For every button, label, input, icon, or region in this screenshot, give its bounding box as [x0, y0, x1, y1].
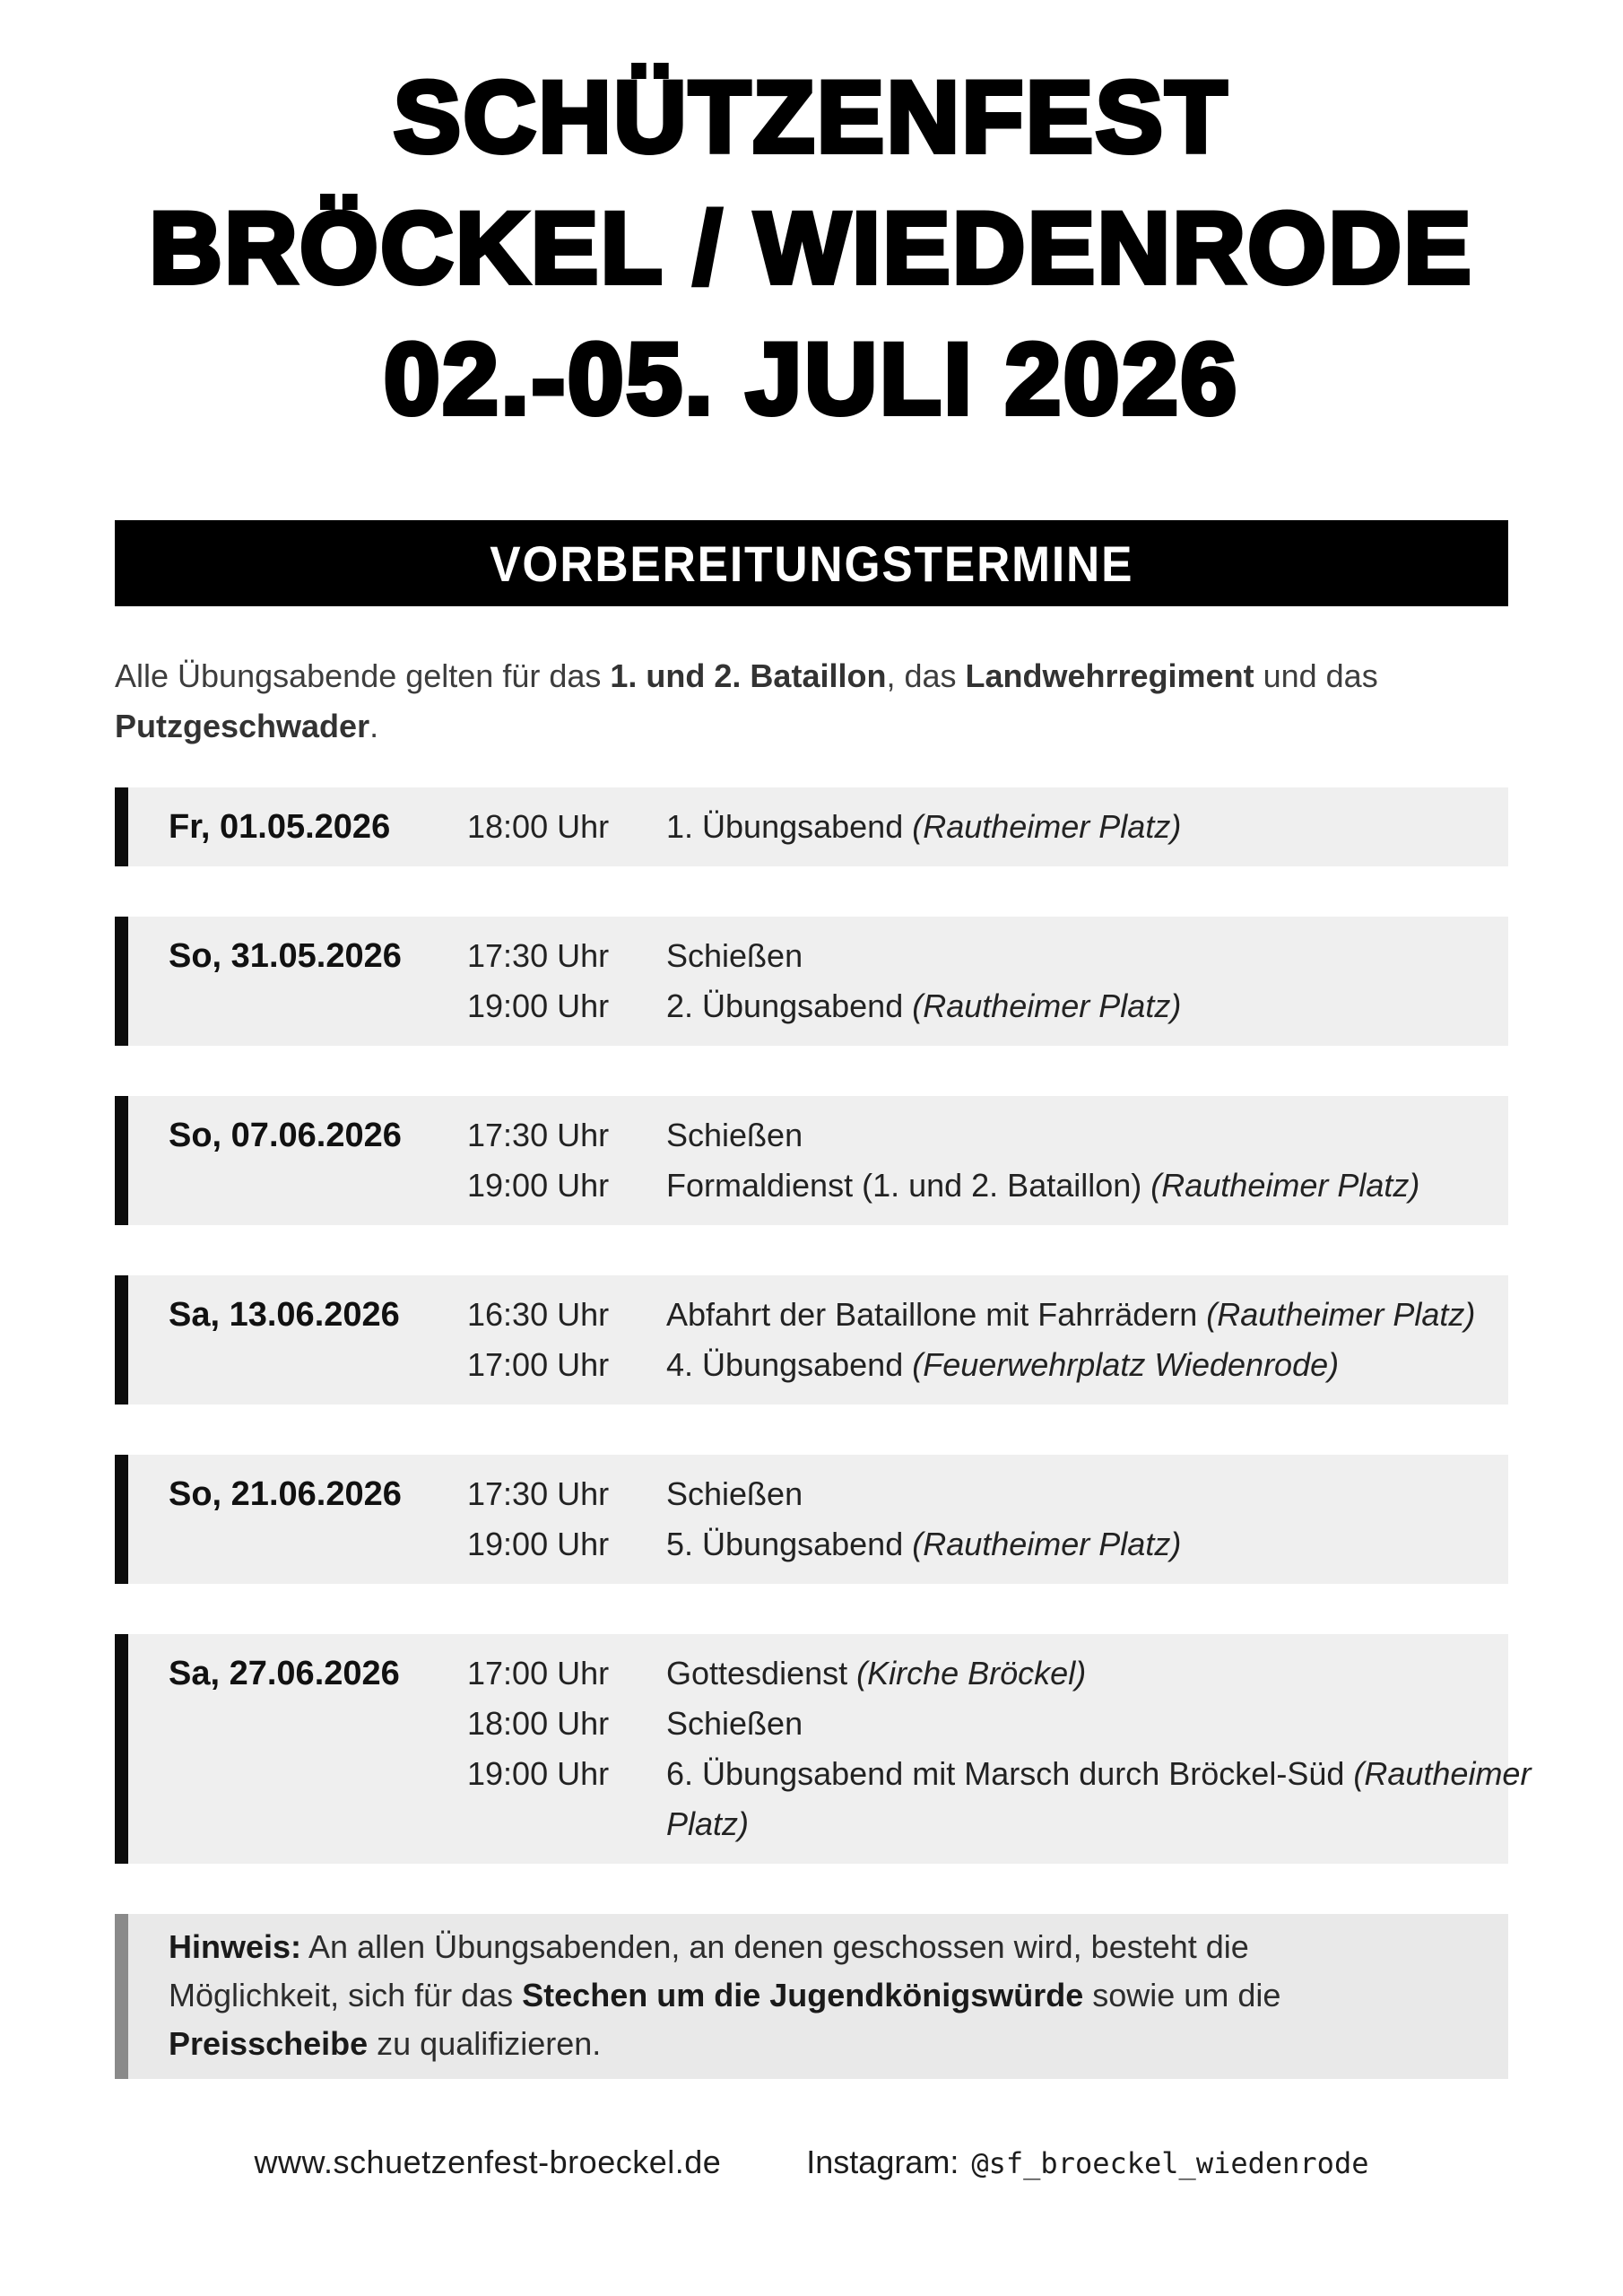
event-entries [467, 1469, 1541, 1570]
event-time: 19:00 Uhr [467, 1167, 610, 1204]
instagram-info [806, 2144, 1368, 2181]
normal-text-segment: , das [886, 657, 966, 694]
normal-text-segment: Formaldienst (1. und 2. Bataillon) [666, 1167, 1151, 1204]
bold-text-segment: 1. und 2. Bataillon [610, 657, 887, 694]
normal-text-segment: Schießen [666, 1117, 803, 1153]
event-entries [467, 931, 1541, 1031]
normal-text-segment: . [369, 708, 379, 744]
schedule-row [115, 1455, 1508, 1584]
section-header-banner [115, 520, 1508, 606]
title-line-1: SCHÜTZENFEST [394, 61, 1229, 173]
italic-text-segment: (Rautheimer Platz) [912, 1526, 1182, 1562]
event-entry [467, 1290, 1541, 1340]
normal-text-segment: Schießen [666, 1475, 803, 1512]
intro-text [115, 651, 1508, 752]
italic-text-segment: (Feuerwehrplatz Wiedenrode) [912, 1346, 1340, 1383]
event-time: 19:00 Uhr [467, 987, 610, 1024]
italic-text-segment: (Rautheimer Platz) [1206, 1296, 1476, 1333]
event-date: Fr, 01.05.2026 [169, 808, 391, 846]
event-entries [467, 802, 1541, 852]
event-description [666, 1290, 1541, 1340]
event-time: 17:30 Uhr [467, 1117, 610, 1153]
event-time: 19:00 Uhr [467, 1755, 610, 1792]
bold-text-segment: Hinweis: [169, 1928, 302, 1965]
normal-text-segment: 4. Übungsabend [666, 1346, 913, 1383]
event-entry [467, 1519, 1541, 1570]
normal-text-segment: 5. Übungsabend [666, 1526, 913, 1562]
event-time: 17:00 Uhr [467, 1346, 610, 1383]
schedule-row [115, 1096, 1508, 1225]
schedule-row [115, 787, 1508, 866]
event-entry [467, 802, 1541, 852]
normal-text-segment: Gottesdienst [666, 1655, 857, 1692]
normal-text-segment: Schießen [666, 937, 803, 974]
note-box [115, 1914, 1508, 2079]
event-date: So, 21.06.2026 [169, 1475, 402, 1513]
event-description [666, 1699, 1541, 1749]
note-text [169, 1923, 1352, 2068]
normal-text-segment: 2. Übungsabend [666, 987, 913, 1024]
schedule-row [115, 917, 1508, 1046]
website-url: www.schuetzenfest-broeckel.de [254, 2144, 722, 2180]
normal-text-segment: An allen Übungsabenden, an denen geschossen wird, besteht die Möglichkeit, sich für das [169, 1928, 1249, 2013]
event-entries [467, 1110, 1541, 1211]
schedule-row [115, 1634, 1532, 1864]
normal-text-segment: zu qualifizieren. [368, 2025, 602, 2062]
italic-text-segment: (Kirche Bröckel) [856, 1655, 1087, 1692]
section-header-label: VORBEREITUNGSTERMINE [489, 535, 1134, 592]
event-time: 18:00 Uhr [467, 808, 610, 845]
footer [115, 2144, 1508, 2181]
schedule-list [115, 787, 1532, 1864]
schedule-row [115, 1275, 1508, 1405]
normal-text-segment: und das [1254, 657, 1378, 694]
event-date: Sa, 13.06.2026 [169, 1296, 400, 1334]
event-description [666, 981, 1541, 1031]
normal-text-segment: Abfahrt der Bataillone mit Fahrrädern [666, 1296, 1207, 1333]
normal-text-segment: 6. Übungsabend mit Marsch durch Bröckel-Süd [666, 1755, 1354, 1792]
event-entries [467, 1648, 1541, 1849]
event-description [666, 1161, 1541, 1211]
event-entry [467, 981, 1541, 1031]
event-entry [467, 1161, 1541, 1211]
bold-text-segment: Preisscheibe [169, 2025, 369, 2062]
italic-text-segment: (Rautheimer Platz) [912, 987, 1182, 1024]
event-entry [467, 1699, 1541, 1749]
event-time: 16:30 Uhr [467, 1296, 610, 1333]
bold-text-segment: Putzgeschwader [115, 708, 370, 744]
event-description [666, 802, 1541, 852]
italic-text-segment: (Rautheimer Platz) [912, 808, 1182, 845]
title-line-2: BRÖCKEL / WIEDENRODE [149, 192, 1474, 304]
normal-text-segment: Alle Übungsabende gelten für das [115, 657, 611, 694]
event-description [666, 931, 1541, 981]
event-time: 17:30 Uhr [467, 1475, 610, 1512]
event-entry [467, 1469, 1541, 1519]
event-description [666, 1469, 1541, 1519]
instagram-label: Instagram: [806, 2144, 959, 2180]
event-description [666, 1340, 1541, 1390]
event-time: 19:00 Uhr [467, 1526, 610, 1562]
event-entry [467, 931, 1541, 981]
title-line-3: 02.-05. JULI 2026 [384, 323, 1239, 435]
event-entries [467, 1290, 1541, 1390]
normal-text-segment: 1. Übungsabend [666, 808, 913, 845]
event-entry [467, 1340, 1541, 1390]
event-entry [467, 1749, 1541, 1849]
bold-text-segment: Stechen um die Jugendkönigswürde [522, 1977, 1084, 2013]
bold-text-segment: Landwehrregiment [965, 657, 1254, 694]
event-description [666, 1749, 1541, 1849]
event-description [666, 1519, 1541, 1570]
italic-text-segment: (Rautheimer Platz) [666, 1755, 1532, 1842]
event-date: So, 31.05.2026 [169, 937, 402, 975]
page-title [115, 52, 1508, 445]
event-time: 18:00 Uhr [467, 1705, 610, 1742]
event-time: 17:00 Uhr [467, 1655, 610, 1692]
event-description [666, 1648, 1541, 1699]
normal-text-segment: sowie um die [1083, 1977, 1281, 2013]
event-time: 17:30 Uhr [467, 937, 610, 974]
event-description [666, 1110, 1541, 1161]
event-date: Sa, 27.06.2026 [169, 1655, 400, 1692]
event-entry [467, 1648, 1541, 1699]
event-date: So, 07.06.2026 [169, 1117, 402, 1154]
instagram-handle: @sf_broeckel_wiedenrode [971, 2146, 1369, 2180]
italic-text-segment: (Rautheimer Platz) [1150, 1167, 1420, 1204]
event-entry [467, 1110, 1541, 1161]
normal-text-segment: Schießen [666, 1705, 803, 1742]
